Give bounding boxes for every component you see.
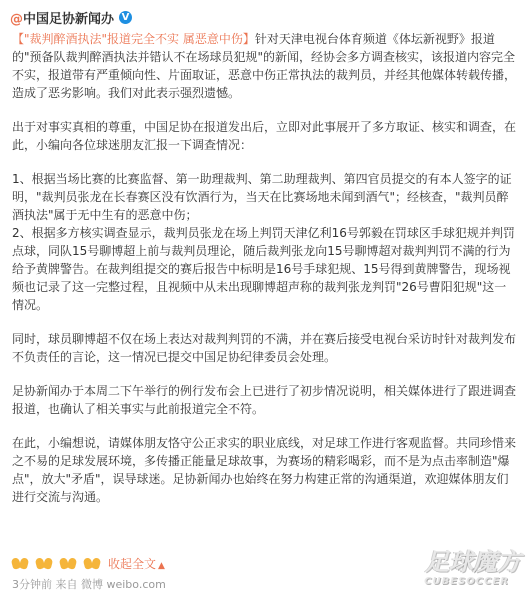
- collapse-button[interactable]: [108, 555, 165, 572]
- clap-emoji: [36, 556, 54, 570]
- paragraph-1: [12, 30, 517, 102]
- watermark-sub: CUBESOCCER: [424, 576, 509, 587]
- paragraph-1-text: 针对天津电视台体育频道《体坛新视野》报道的"预备队裁判醉酒执法并错认不在场球员犯规"的新闻，经协会多方调查核实，该报道内容完全不实，报道带有严重倾向性、片面取证，恶意中伤正常执法的裁判员，并经其他媒体转载传播，造成了恶劣影响。我们对此表示强烈遗憾。: [12, 32, 517, 100]
- clap-emoji: [12, 556, 30, 570]
- post-meta[interactable]: 3分钟前 来自 微博 weibo.com: [12, 578, 166, 591]
- chevron-up-icon: ▲: [158, 560, 165, 571]
- paragraph-5: 同时，球员聊博超不仅在场上表达对裁判判罚的不满，并在赛后接受电视台采访时针对裁判发布不负责任的言论，这一情况已提交中国足协纪律委员会处理。: [12, 332, 517, 364]
- paragraph-6: 足协新闻办于本周二下午举行的例行发布会上已进行了初步情况说明，相关媒体进行了跟进调查报道，也确认了相关事实与此前报道完全不符。: [12, 384, 517, 416]
- verified-icon: V: [119, 11, 132, 24]
- paragraph-4: 2、根据多方核实调查显示，裁判员张龙在场上判罚天津亿利16号郭毅在罚球区手球犯规并判罚点球，同队15号聊博超上前与裁判员理论，随后裁判张龙向15号聊博超对裁判判罚不满的行为给予黄牌警告。在裁判组提交的赛后报告中标明是16号手球犯规、15号得到黄牌警告，现场视频也记录了这一完整过程，且视频中从未出现聊博超声称的裁判张龙判罚"26号曹阳犯规"这一情况。: [12, 226, 515, 312]
- post-body: [12, 30, 517, 522]
- collapse-label: 收起全文: [108, 556, 157, 571]
- post-header: [10, 6, 132, 28]
- paragraph-3: 1、根据当场比赛的比赛监督、第一助理裁判、第二助理裁判、第四官员提交的有本人签字的证明，"裁判员张龙在长春赛区没有饮酒行为，当天在比赛场地未闻到酒气"；经核查，"裁判员醉酒执法"属于无中生有的恶意中伤；: [12, 172, 512, 222]
- paragraph-2: 出于对事实真相的尊重，中国足协在报道发出后，立即对此事展开了多方取证、核实和调查，在此，小编向各位球迷朋友汇报一下调查情况：: [12, 120, 517, 152]
- author-label: 中国足协新闻办: [23, 11, 115, 27]
- author-name[interactable]: [10, 8, 114, 27]
- headline-tag[interactable]: 【"裁判醉酒执法"报道完全不实 属恶意中伤】: [12, 32, 255, 46]
- pray-emoji: [84, 556, 102, 570]
- watermark-logo: 足球魔方: [425, 548, 521, 576]
- pray-emoji: [60, 556, 78, 570]
- at-symbol: @: [10, 11, 23, 27]
- site-watermark: [399, 542, 521, 594]
- paragraph-7: 在此，小编想说，请媒体朋友恪守公正求实的职业底线，对足球工作进行客观监督。共同珍惜来之不易的足球发展环境，多传播正能量足球故事，为赛场的精彩喝彩，而不是为点击率制造"爆点"，放大"矛盾"，误导球迷。足协新闻办也始终在努力构建正常的沟通渠道，欢迎媒体朋友们进行交流与沟通。: [12, 436, 517, 504]
